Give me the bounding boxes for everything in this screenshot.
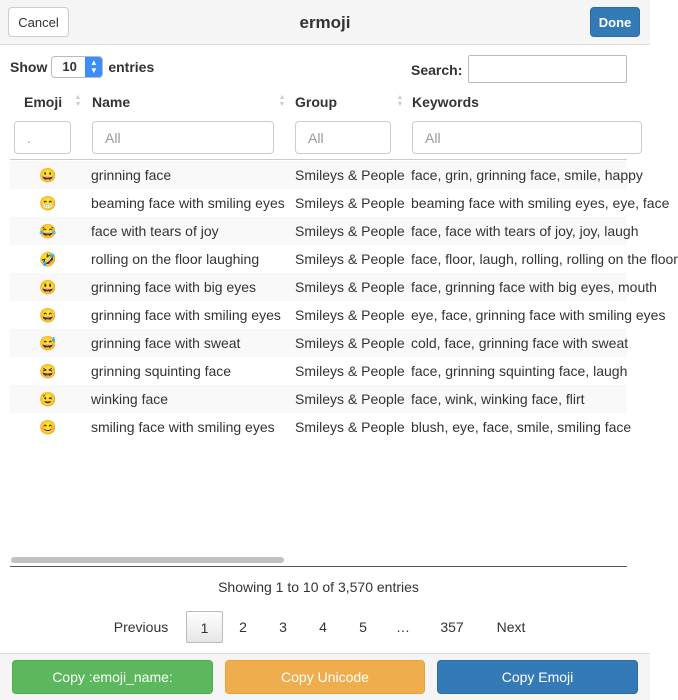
table-row[interactable] [10, 161, 643, 189]
pagination-ellipsis: … [396, 619, 410, 635]
keywords-cell: beaming face with smiling eyes, eye, face [411, 195, 670, 211]
keywords-cell: face, face with tears of joy, joy, laugh [411, 223, 639, 239]
group-cell: Smileys & People [295, 167, 405, 183]
emoji-cell: 😆 [39, 363, 57, 379]
column-label: Group [295, 94, 337, 110]
emoji-cell: 😅 [39, 335, 57, 351]
column-header-name[interactable] [92, 86, 130, 118]
keywords-cell: face, floor, laugh, rolling, rolling on the floor [411, 251, 678, 267]
header-divider [10, 159, 627, 160]
pagination-page-1[interactable]: 1 [186, 611, 223, 643]
table-row[interactable] [10, 245, 678, 273]
filter-name[interactable]: All [92, 121, 274, 154]
column-label: Keywords [412, 94, 479, 110]
table-info: Showing 1 to 10 of 3,570 entries [218, 579, 419, 595]
page-length-select[interactable] [51, 56, 103, 78]
copy-unicode-button[interactable]: Copy Unicode [225, 660, 425, 694]
pagination-page-last[interactable]: 357 [440, 619, 464, 635]
pagination-previous[interactable]: Previous [113, 619, 169, 635]
name-cell: face with tears of joy [91, 223, 219, 239]
keywords-cell: face, grinning squinting face, laugh [411, 363, 628, 379]
show-label: Show [10, 59, 48, 75]
table-row[interactable] [10, 329, 627, 357]
copy-emoji-button[interactable]: Copy Emoji [437, 660, 638, 694]
column-header-keywords[interactable] [412, 86, 479, 118]
page-length-control [10, 55, 154, 79]
keywords-cell: face, wink, winking face, flirt [411, 391, 585, 407]
keywords-cell: cold, face, grinning face with sweat [411, 335, 629, 351]
keywords-cell: blush, eye, face, smile, smiling face [411, 419, 632, 435]
group-cell: Smileys & People [295, 363, 405, 379]
pagination-page-2[interactable]: 2 [239, 619, 247, 635]
column-header-emoji[interactable] [24, 86, 62, 118]
name-cell: grinning squinting face [91, 363, 232, 379]
table-row[interactable] [10, 385, 627, 413]
page-title: ermoji [299, 13, 351, 32]
group-cell: Smileys & People [295, 251, 405, 267]
table-row[interactable] [10, 189, 670, 217]
sort-icon: ▲ ▼ [74, 94, 82, 108]
column-label: Emoji [24, 94, 63, 110]
entries-label: entries [108, 59, 155, 75]
table-row[interactable] [10, 413, 632, 441]
emoji-cell: 😄 [39, 307, 57, 323]
keywords-cell: face, grin, grinning face, smile, happy [411, 167, 643, 183]
keywords-cell: face, grinning face with big eyes, mouth [411, 279, 657, 295]
emoji-table [10, 86, 678, 566]
keywords-cell: eye, face, grinning face with smiling eyes [411, 307, 666, 323]
emoji-cell: 😂 [39, 223, 57, 239]
emoji-cell: 😀 [39, 167, 57, 183]
name-cell: grinning face [91, 167, 172, 183]
name-cell: smiling face with smiling eyes [91, 419, 275, 435]
sort-icon: ▲ ▼ [278, 94, 286, 108]
table-row[interactable] [10, 357, 627, 385]
column-label: Name [92, 94, 131, 110]
group-cell: Smileys & People [295, 307, 405, 323]
name-cell: beaming face with smiling eyes [91, 195, 285, 211]
table-bottom-divider [10, 566, 627, 567]
search-label: Search: [411, 62, 463, 78]
search-input[interactable] [468, 55, 627, 83]
sort-icon: ▲ ▼ [396, 94, 404, 108]
page-length-value: 10 [62, 59, 77, 74]
emoji-cell: 😊 [39, 419, 57, 435]
done-button[interactable]: Done [590, 7, 640, 37]
pagination-page-5[interactable]: 5 [359, 619, 367, 635]
filter-keywords[interactable]: All [412, 121, 642, 154]
pagination-next[interactable]: Next [496, 619, 526, 635]
horizontal-scrollbar[interactable] [11, 557, 284, 563]
group-cell: Smileys & People [295, 335, 405, 351]
group-cell: Smileys & People [295, 419, 405, 435]
emoji-cell: 😃 [39, 279, 57, 295]
cancel-button[interactable]: Cancel [8, 7, 69, 37]
name-cell: rolling on the floor laughing [91, 251, 260, 267]
name-cell: grinning face with big eyes [91, 279, 256, 295]
group-cell: Smileys & People [295, 195, 405, 211]
filter-group[interactable]: All [295, 121, 391, 154]
pagination-page-3[interactable]: 3 [279, 619, 287, 635]
emoji-cell: 😉 [39, 391, 57, 407]
table-row[interactable] [10, 273, 657, 301]
copy-emoji-name-button[interactable]: Copy :emoji_name: [12, 660, 213, 694]
table-row[interactable] [10, 217, 639, 245]
filter-emoji[interactable]: . [14, 121, 71, 154]
group-cell: Smileys & People [295, 279, 405, 295]
emoji-cell: 🤣 [39, 251, 57, 267]
name-cell: grinning face with sweat [91, 335, 241, 351]
group-cell: Smileys & People [295, 223, 405, 239]
group-cell: Smileys & People [295, 391, 405, 407]
pagination-page-4[interactable]: 4 [319, 619, 327, 635]
emoji-cell: 😁 [39, 195, 57, 211]
column-header-group[interactable] [295, 86, 337, 118]
name-cell: grinning face with smiling eyes [91, 307, 281, 323]
select-arrows-icon: ▲ ▼ [85, 57, 102, 77]
table-row[interactable] [10, 301, 666, 329]
name-cell: winking face [91, 391, 169, 407]
